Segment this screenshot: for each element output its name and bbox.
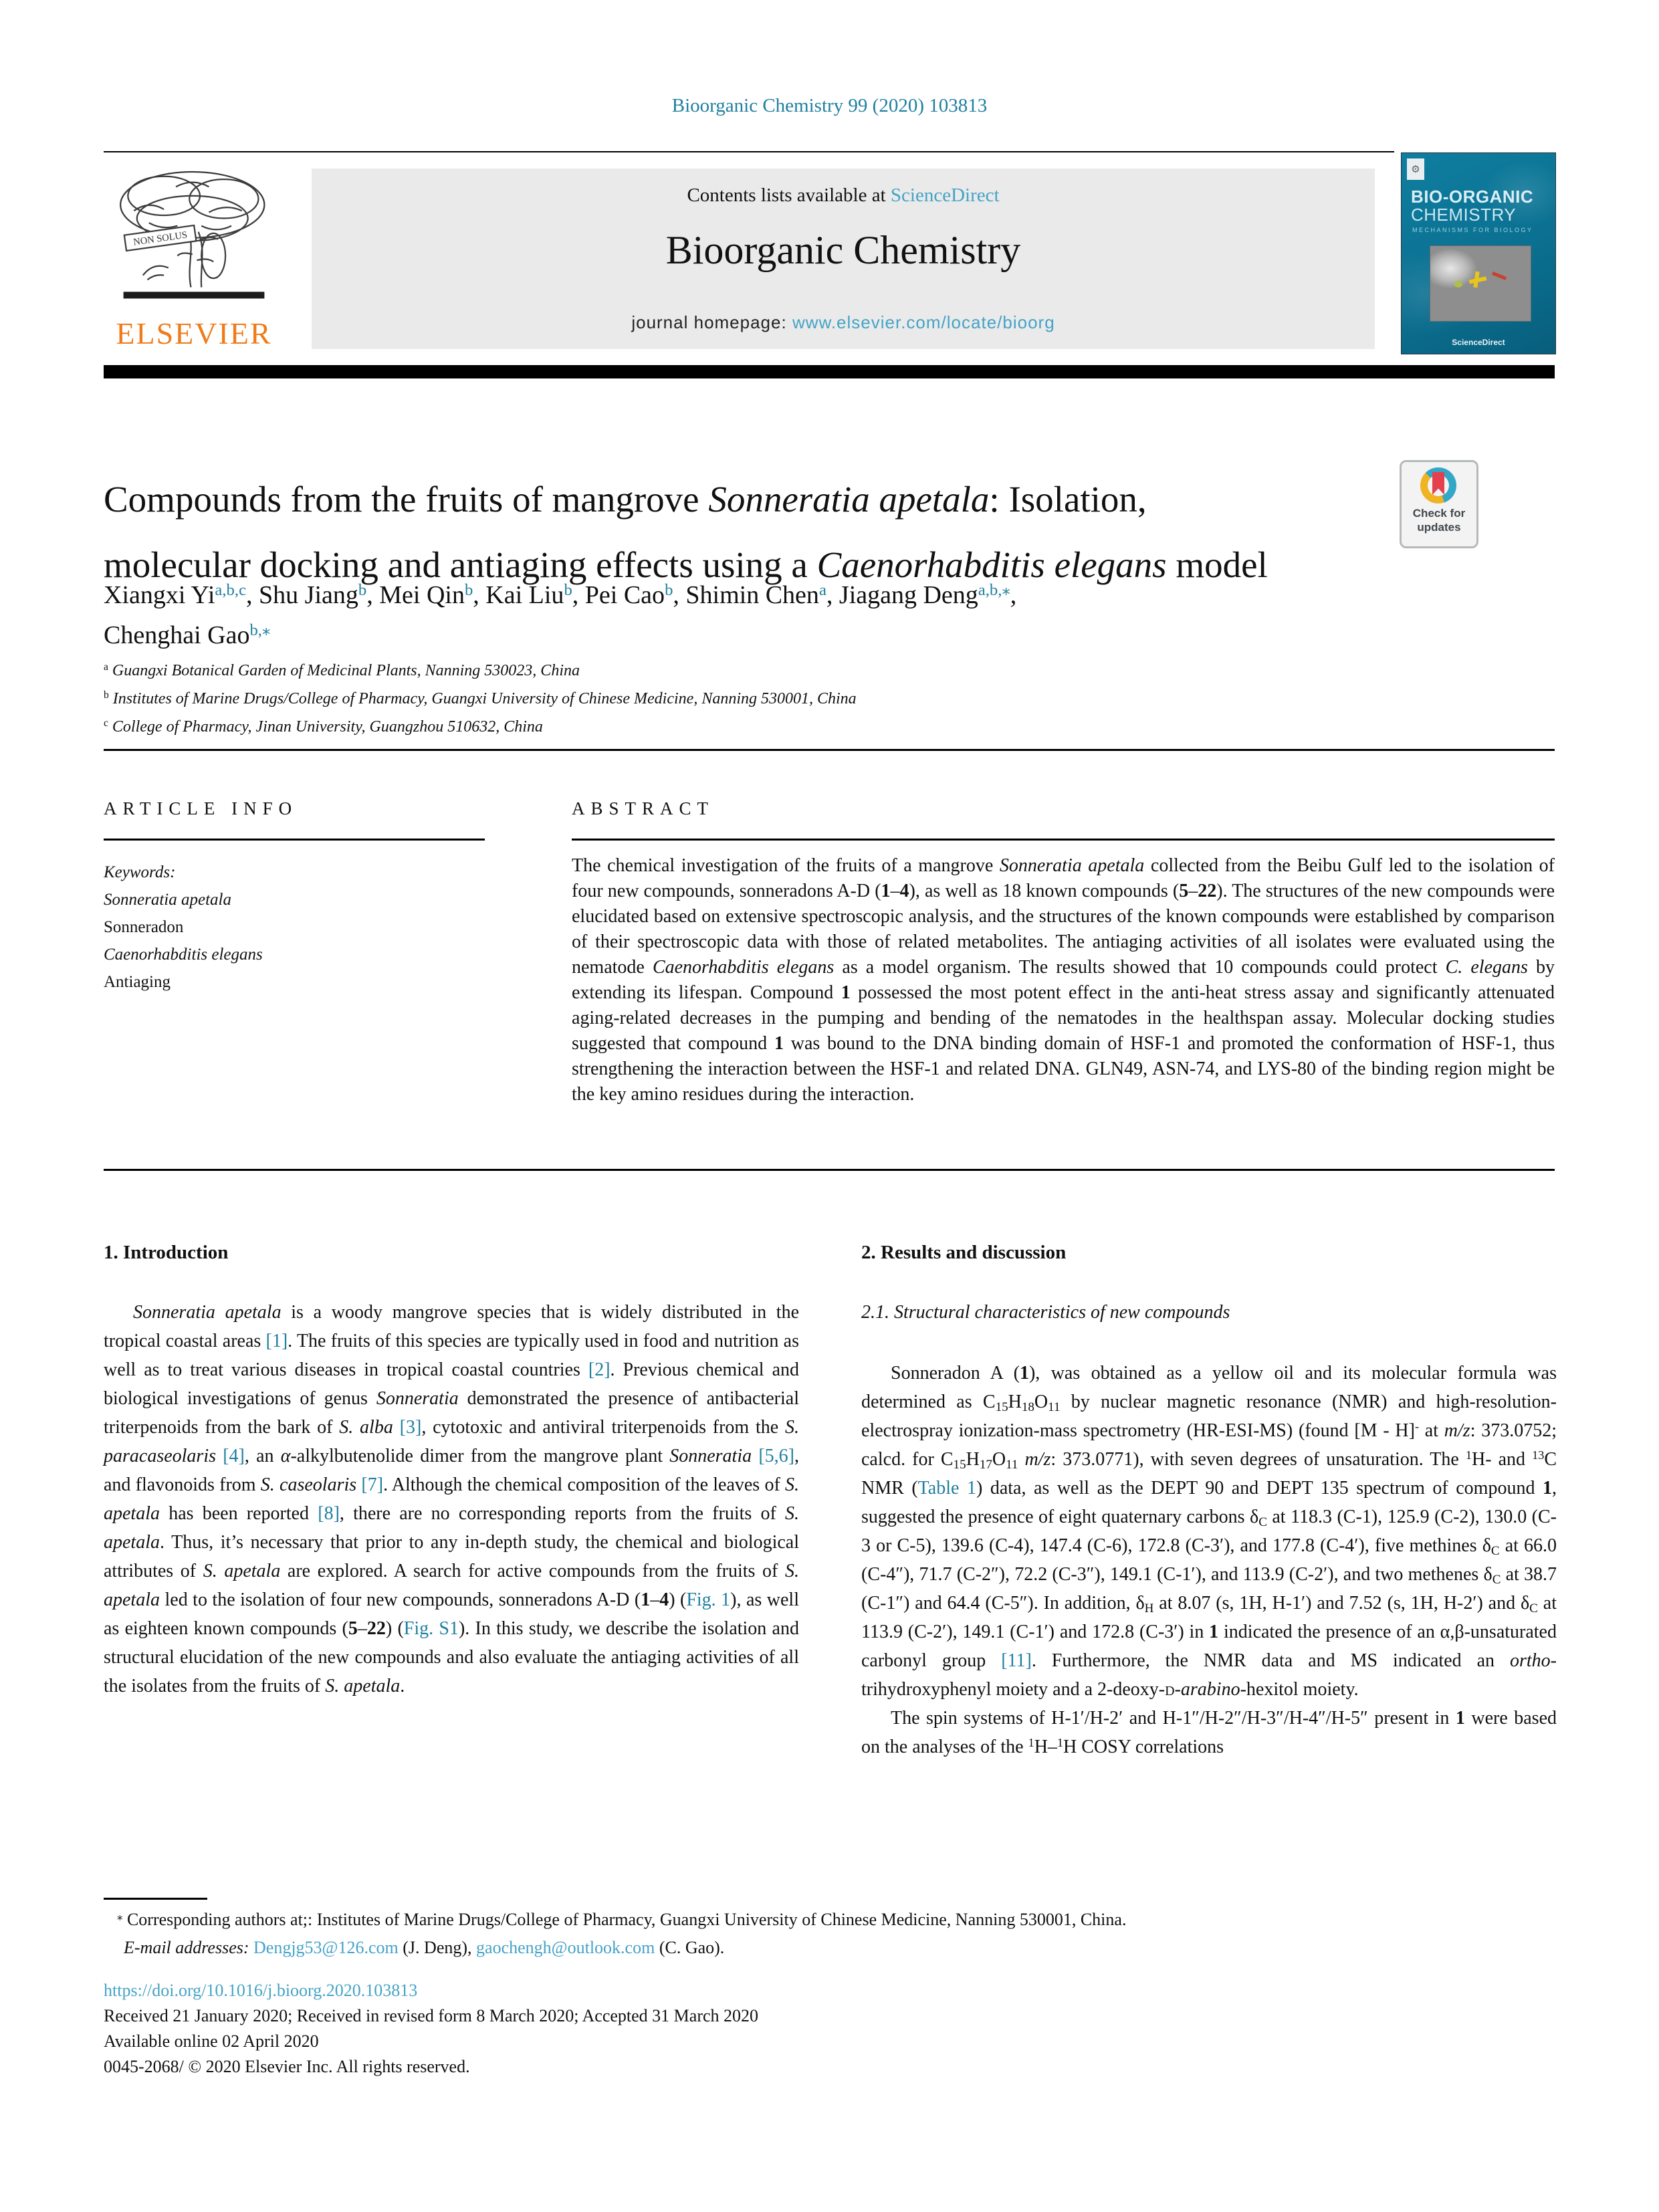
styled-text: S. alba [339, 1417, 393, 1438]
doi-link[interactable]: https://doi.org/10.1016/j.bioorg.2020.103813 [104, 1981, 418, 2000]
header-top-rule [104, 151, 1394, 152]
article-title-line1: Compounds from the fruits of mangrove Sonneratia apetala: Isolation, [104, 479, 1147, 520]
styled-text: S. apetala [325, 1676, 401, 1696]
inline-link[interactable]: b [564, 580, 572, 599]
keywords-block [104, 859, 532, 996]
inline-link[interactable]: a,b,⁎ [978, 580, 1010, 599]
affiliations [104, 657, 1441, 741]
styled-text: 5 [1179, 881, 1189, 901]
table-1-link[interactable]: Table 1 [917, 1478, 976, 1499]
results-paragraph-1: Sonneradon A (1), was obtained as a yellow oil and its molecular formula was determined as C15H18O11 by nuclear magnetic resonance (NMR) and high-resolution-electrospray ionization-mass spectrometry (HR-ESI-MS) (found [M - H]- at m/z: 373.0752; calcd. for C15H17O11 m/z: 373.0771), with seven degrees of unsaturation. The $^1$H- and $^{13}$C NMR (Table 1) data, as well as the DEPT 90 and DEPT 135 spectrum of compound 1, suggested the presence of eight quaternary carbons δC at 118.3 (C-1), 125.9 (C-2), 130.0 (C-3 or C-5), 139.6 (C-4), 147.4 (C-6), 172.8 (C-3′), and 177.8 (C-4′), five methines δC at 66.0 (C-4″), 71.7 (C-2″), 72.2 (C-3″), 149.1 (C-1′), and 113.9 (C-2′), and two methenes δC at 38.7 (C-1″) and 64.4 (C-5″). In addition, δH at 8.07 (s, 1H, H-1′) and 7.52 (s, 1H, H-2′) and δC at 113.9 (C-2′), 149.1 (C-1′) and 172.8 (C-3′) in 1 indicated the presence of an α,β-unsaturated carbonyl group [11]. Furthermore, the NMR data and MS indicated an ortho-trihydroxyphenyl moiety and a 2-deoxy-d-arabino-hexitol moiety. [861, 1363, 1557, 1700]
fig-s1-link[interactable]: Fig. S1 [403, 1618, 459, 1639]
styled-text: Caenorhabditis elegans [652, 957, 835, 978]
author-line-1: Xiangxi Yi$^{a,b,c}$, Shu Jiang$^b$, Mei Qin$^b$, Kai Liu$^b$, Pei Cao$^b$, Shimin Chen$^a$, Jiagang Deng$^{a,b,⁎}$, [104, 580, 1017, 609]
styled-text: α [280, 1446, 291, 1466]
styled-text: Sonneratia apetala [133, 1302, 282, 1323]
author-line-2: Chenghai Gao$^{b,⁎}$ [104, 621, 271, 649]
article-info-rule [104, 839, 485, 841]
right-column [861, 1238, 1557, 1761]
inline-link[interactable]: a [818, 580, 826, 599]
styled-text: Guangxi Botanical Garden of Medicinal Plants, Nanning 530023, China [112, 662, 580, 679]
styled-text: 11 [1048, 1400, 1061, 1415]
issn-copyright: 0045-2068/ © 2020 Elsevier Inc. All rights reserved. [104, 2057, 470, 2076]
styled-text: 1 [881, 881, 891, 901]
inline-link[interactable]: b [665, 580, 673, 599]
affiliation-c [104, 713, 1441, 741]
intro-paragraph: Sonneratia apetala is a woody mangrove species that is widely distributed in the tropical coastal areas [1]. The fruits of this species are typically used in food and nutrition as well as to treat various diseases in tropical coastal countries [2]. Previous chemical and biological investigations of genus Sonneratia demonstrated the presence of antibacterial triterpenoids from the bark of S. alba [3], cytotoxic and antiviral triterpenoids from the S. paracaseolaris [4], an α-alkylbutenolide dimer from the mangrove plant Sonneratia [5,6], and flavonoids from S. caseolaris [7]. Although the chemical composition of the leaves of S. apetala has been reported [8], there are no corresponding reports from the fruits of S. apetala. Thus, it’s necessary that prior to any in-depth study, the chemical and biological attributes of S. apetala are explored. A search for active compounds from the fruits of S. apetala led to the isolation of four new compounds, sonneradons A-D (1–4) (Fig. 1), as well as eighteen known compounds (5–22) (Fig. S1). In this study, we describe the isolation and structural elucidation of the new compounds and also evaluate the antiaging activities of all the isolates from the fruits of S. apetala. [104, 1302, 800, 1696]
contents-prefix: Contents lists available at [687, 185, 891, 206]
abstract-rule [572, 839, 1555, 841]
non-solus-motto: NON SOLUS [132, 229, 189, 248]
styled-text: arabino [1180, 1679, 1240, 1700]
styled-text: C. elegans [1445, 957, 1528, 978]
elsevier-logo[interactable] [104, 166, 284, 350]
check-label-line2: updates [1417, 521, 1461, 534]
styled-text: c [104, 717, 108, 730]
styled-text: E-mail addresses: [124, 1938, 249, 1957]
styled-text: 1 [641, 1589, 651, 1610]
styled-text: H [1144, 1601, 1154, 1616]
article-title-line2: molecular docking and antiaging effects using a Caenorhabditis elegans model [104, 544, 1268, 585]
keyword-sonneratia-apetala: Sonneratia apetala [104, 891, 231, 909]
results-heading: 2. Results and discussion [861, 1242, 1067, 1263]
homepage-line [312, 312, 1375, 333]
ref-11-link[interactable]: [11] [1001, 1650, 1032, 1671]
styled-text: 22 [1198, 881, 1217, 901]
cover-title-line1: BIO-ORGANIC [1411, 187, 1534, 207]
cover-tagline: MECHANISMS FOR BIOLOGY [1412, 227, 1533, 233]
styled-text: 1 [1028, 1735, 1034, 1749]
cover-protein-image [1430, 245, 1531, 322]
ref-2-link[interactable]: [2] [588, 1359, 611, 1380]
styled-text: S. apetala [104, 1474, 800, 1524]
inline-link[interactable]: b,⁎ [249, 621, 271, 639]
styled-text: d [1165, 1679, 1175, 1700]
keywords-label: Keywords: [104, 863, 176, 881]
styled-text: 22 [366, 1618, 386, 1639]
styled-text: Sonneratia apetala [999, 855, 1145, 876]
styled-text: College of Pharmacy, Jinan University, Guangzhou 510632, China [112, 718, 543, 736]
correspondence-footnote [104, 1906, 1555, 1962]
check-label-line1: Check for [1412, 507, 1466, 520]
results-paragraph-2: The spin systems of H-1′/H-2′ and H-1″/H-2″/H-3″/H-4″/H-5″ present in 1 were based on the analyses of the $^1$H–$^1$H COSY correlations [861, 1708, 1557, 1757]
styled-text: 18 [1021, 1400, 1034, 1415]
ref-5-6-link[interactable]: [5,6] [758, 1446, 795, 1466]
styled-text: S. apetala [203, 1561, 281, 1581]
received-dates: Received 21 January 2020; Received in revised form 8 March 2020; Accepted 31 March 2020 [104, 2006, 759, 2025]
check-for-updates-label [1402, 506, 1476, 534]
styled-text: 1 [1542, 1478, 1552, 1499]
keyword-caenorhabditis-elegans: Caenorhabditis elegans [104, 946, 263, 964]
article-info-heading: ARTICLE INFO [104, 798, 298, 818]
results-subheading: 2.1. Structural characteristics of new compounds [861, 1302, 1230, 1323]
corresponding-authors-note: ⁎ Corresponding authors at;: Institutes of Marine Drugs/College of Pharmacy, Guangxi University of Chinese Medicine, Nanning 530001, China. [117, 1909, 1127, 1929]
styled-text: b [104, 689, 109, 701]
styled-text: S. paracaseolaris [104, 1417, 800, 1466]
fig-1-link[interactable]: Fig. 1 [686, 1589, 731, 1610]
styled-text: a [104, 661, 108, 673]
styled-text: 1 [841, 982, 851, 1003]
header-thick-bar [104, 365, 1555, 378]
article-footer [104, 1978, 1555, 2080]
info-block-top-rule [104, 749, 1555, 751]
abstract-text: The chemical investigation of the fruits of a mangrove Sonneratia apetala collected from the Beibu Gulf led to the isolation of four new compounds, sonneradons A-D (1–4), as well as 18 known compounds (5–22). The structures of the new compounds were elucidated based on extensive spectroscopic analysis, and the structures of the known compounds were established by comparison of their spectroscopic data with those of related metabolites. The antiaging activities of all isolates were evaluated using the nematode Caenorhabditis elegans as a model organism. The results showed that 10 compounds could protect C. elegans by extending its lifespan. Compound 1 possessed the most potent effect in the anti-heat stress assay and significantly attenuated aging-related decreases in the pumping and bending of the nematodes in the healthspan assay. Molecular docking studies suggested that compound 1 was bound to the DNA binding domain of HSF-1 and promoted the conformation of HSF-1, thus strengthening the interaction between the HSF-1 and related DNA. GLN49, ASN-74, and LYS-80 of the binding region might be the key amino residues during the interaction. [572, 855, 1555, 1105]
available-online-date: Available online 02 April 2020 [104, 2031, 319, 2051]
styled-text: Sonneratia [376, 1388, 459, 1409]
ref-1-link[interactable]: [1] [265, 1331, 288, 1351]
styled-text: C [1492, 1573, 1501, 1587]
styled-text: S. caseolaris [260, 1474, 357, 1495]
styled-text: ⁎ [117, 1909, 123, 1922]
email-addresses-note: E-mail addresses: Dengjg53@126.com (J. Deng), gaochengh@outlook.com (C. Gao). [124, 1938, 725, 1957]
styled-text: m/z [1024, 1449, 1051, 1470]
styled-text: 1 [774, 1033, 784, 1054]
styled-text: 15 [953, 1458, 966, 1472]
author-list [104, 575, 1441, 655]
abstract-heading: ABSTRACT [572, 798, 715, 818]
email-gao-link[interactable]: gaochengh@outlook.com [476, 1938, 655, 1957]
ref-8-link[interactable]: [8] [318, 1503, 340, 1524]
keyword-sonneradon: Sonneradon [104, 918, 184, 936]
contents-line [312, 185, 1375, 207]
styled-text: 4 [899, 881, 909, 901]
styled-text: ortho [1509, 1650, 1551, 1671]
cover-sciencedirect-label: ScienceDirect [1452, 338, 1505, 347]
styled-text: 1 [1209, 1622, 1219, 1642]
info-block-bottom-rule [104, 1169, 1555, 1171]
styled-text: C [1258, 1515, 1267, 1530]
styled-text: Institutes of Marine Drugs/College of Pharmacy, Guangxi University of Chinese Medicine, Nanning 530001, China [112, 690, 857, 707]
cover-title-line2: CHEMISTRY [1411, 205, 1517, 225]
email-deng-link[interactable]: Dengjg53@126.com [253, 1938, 399, 1957]
styled-text: Sonneratia apetala [708, 479, 990, 520]
cover-title [1411, 188, 1533, 224]
journal-cover-thumbnail[interactable] [1401, 152, 1556, 354]
styled-text: C [1490, 1544, 1500, 1559]
styled-text: 4 [659, 1589, 669, 1610]
affiliation-a [104, 657, 1441, 685]
keyword-antiaging: Antiaging [104, 973, 171, 991]
styled-text: 15 [995, 1400, 1008, 1415]
styled-text: S. apetala [104, 1561, 799, 1610]
styled-text: Caenorhabditis elegans [816, 544, 1167, 585]
ref-7-link[interactable]: [7] [361, 1474, 384, 1495]
elsevier-tree-logo [104, 166, 284, 314]
check-for-updates-badge[interactable] [1400, 460, 1478, 548]
styled-text: m/z [1444, 1420, 1470, 1441]
styled-text: 11 [1006, 1458, 1018, 1472]
intro-heading: 1. Introduction [104, 1242, 229, 1263]
cover-elsevier-mark-icon: ⚙ [1407, 158, 1424, 180]
styled-text: 1 [1019, 1363, 1029, 1384]
sciencedirect-link[interactable]: ScienceDirect [890, 185, 1000, 206]
inline-link[interactable]: b [464, 580, 473, 599]
journal-masthead [312, 169, 1375, 349]
affiliation-b [104, 685, 1441, 713]
elsevier-wordmark: ELSEVIER [116, 316, 272, 350]
crossmark-ring-icon [1420, 467, 1456, 504]
styled-text: C [1529, 1601, 1538, 1616]
styled-text: Sonneratia [669, 1446, 752, 1466]
styled-text: 1 [1455, 1708, 1465, 1729]
styled-text: - [1414, 1419, 1420, 1433]
running-head-citation: Bioorganic Chemistry 99 (2020) 103813 [671, 95, 988, 116]
ref-4-link[interactable]: [4] [223, 1446, 245, 1466]
ligand-green-icon [1454, 281, 1462, 288]
styled-text: 17 [979, 1458, 992, 1472]
styled-text: 13 [1532, 1448, 1545, 1462]
ligand-red-icon [1492, 271, 1507, 280]
ref-3-link[interactable]: [3] [399, 1417, 422, 1438]
styled-text: 5 [348, 1618, 358, 1639]
inline-link[interactable]: a,b,c [215, 580, 247, 599]
homepage-url-link[interactable]: www.elsevier.com/locate/bioorg [792, 312, 1055, 332]
styled-text: S. apetala [104, 1503, 799, 1553]
styled-text: 1 [1057, 1735, 1064, 1749]
footnote-rule [104, 1898, 207, 1900]
left-column [104, 1238, 799, 1700]
inline-link[interactable]: b [358, 580, 367, 599]
journal-name: Bioorganic Chemistry [665, 228, 1021, 272]
homepage-prefix: journal homepage: [631, 312, 792, 332]
styled-text: 1 [1465, 1448, 1472, 1462]
